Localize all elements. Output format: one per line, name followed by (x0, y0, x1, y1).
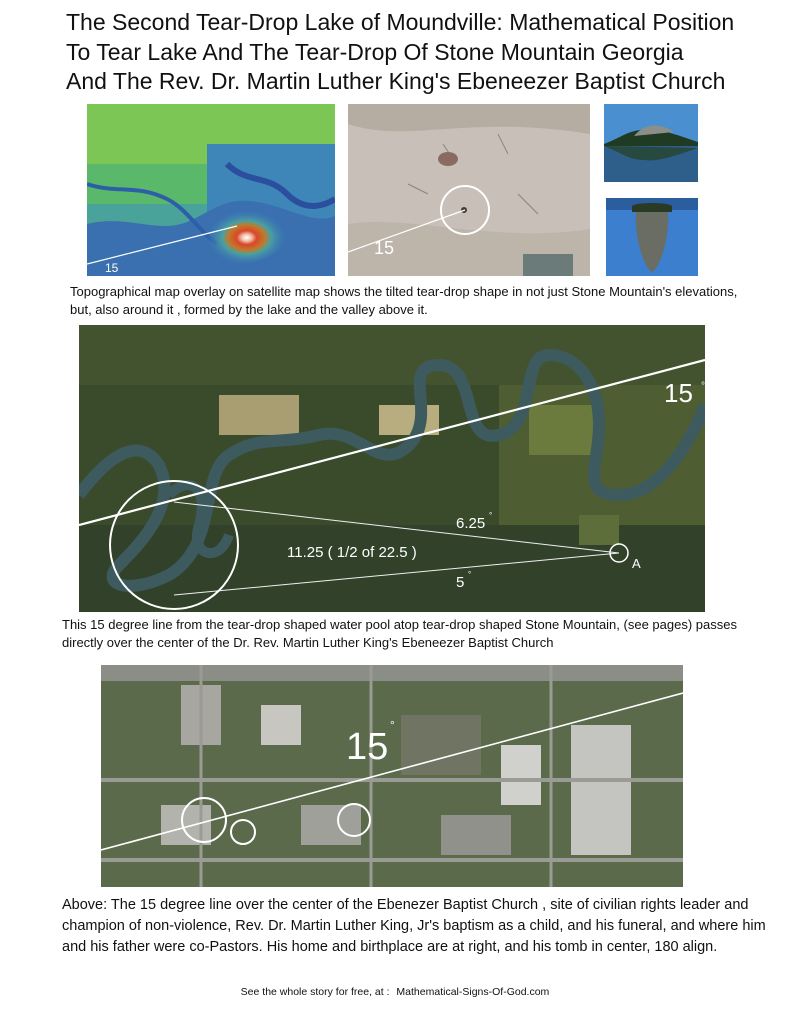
topo-angle-label: 15 (105, 261, 119, 275)
river-angle-625-label: 6.25 (456, 515, 486, 532)
city-satellite-map (101, 665, 683, 887)
stone-angle-label: 15 (374, 238, 395, 258)
river-angle-15-label: 15 (664, 378, 693, 408)
stone-mountain-top-image (348, 104, 590, 276)
title-line-2: To Tear Lake And The Tear-Drop Of Stone Mountain Georgia (66, 38, 684, 65)
caption-church: Above: The 15 degree line over the center of the Ebenezer Baptist Church , site of civilian rights leader and champion of non-violence, Rev. Dr. Martin Luther King, Jr's baptism as a child, and his funeral, and where him and his father were co-Pastors. His home and birthplace are at right, and his tomb in center, 180 align. (62, 897, 766, 955)
caption-river: This 15 degree line from the tear-drop shaped water pool atop tear-drop shaped Stone Mountain, (see pages) passes directly over the center of the Dr. Rev. Martin Luther King's Ebeneezer Baptist Church (62, 617, 737, 650)
caption-topographic: Topographical map overlay on satellite map shows the tilted tear-drop shape in not just Stone Mountain's elevations, but, also around it , formed by the lake and the valley above it. (70, 284, 738, 317)
title-line-3: And The Rev. Dr. Martin Luther King's Ebeneezer Baptist Church (66, 68, 726, 94)
river-point-a-label: A (632, 556, 641, 571)
footer-prefix: See the whole story for free, at : (240, 986, 390, 998)
city-angle-label: 15 (346, 726, 389, 768)
title-line-1: The Second Tear-Drop Lake of Moundville: Mathematical Position (66, 9, 735, 35)
river-degree-5-glyph: ° (468, 570, 472, 579)
river-angle-1125-label: 11.25 ( 1/2 of 22.5 ) (287, 544, 417, 561)
tear-drop-reflection-photo (606, 198, 698, 276)
lake-reflection-photo (604, 104, 698, 182)
river-degree-15-glyph: ° (701, 381, 705, 392)
footer-site-link[interactable]: Mathematical-Signs-Of-God.com (396, 986, 550, 998)
river-satellite-map (79, 325, 705, 612)
page-title (66, 8, 778, 97)
city-degree-glyph: ° (390, 718, 395, 732)
footer (0, 986, 790, 998)
river-angle-5-label: 5 (456, 574, 465, 591)
topographic-map-image (87, 104, 335, 276)
river-degree-625-glyph: ° (489, 511, 493, 520)
